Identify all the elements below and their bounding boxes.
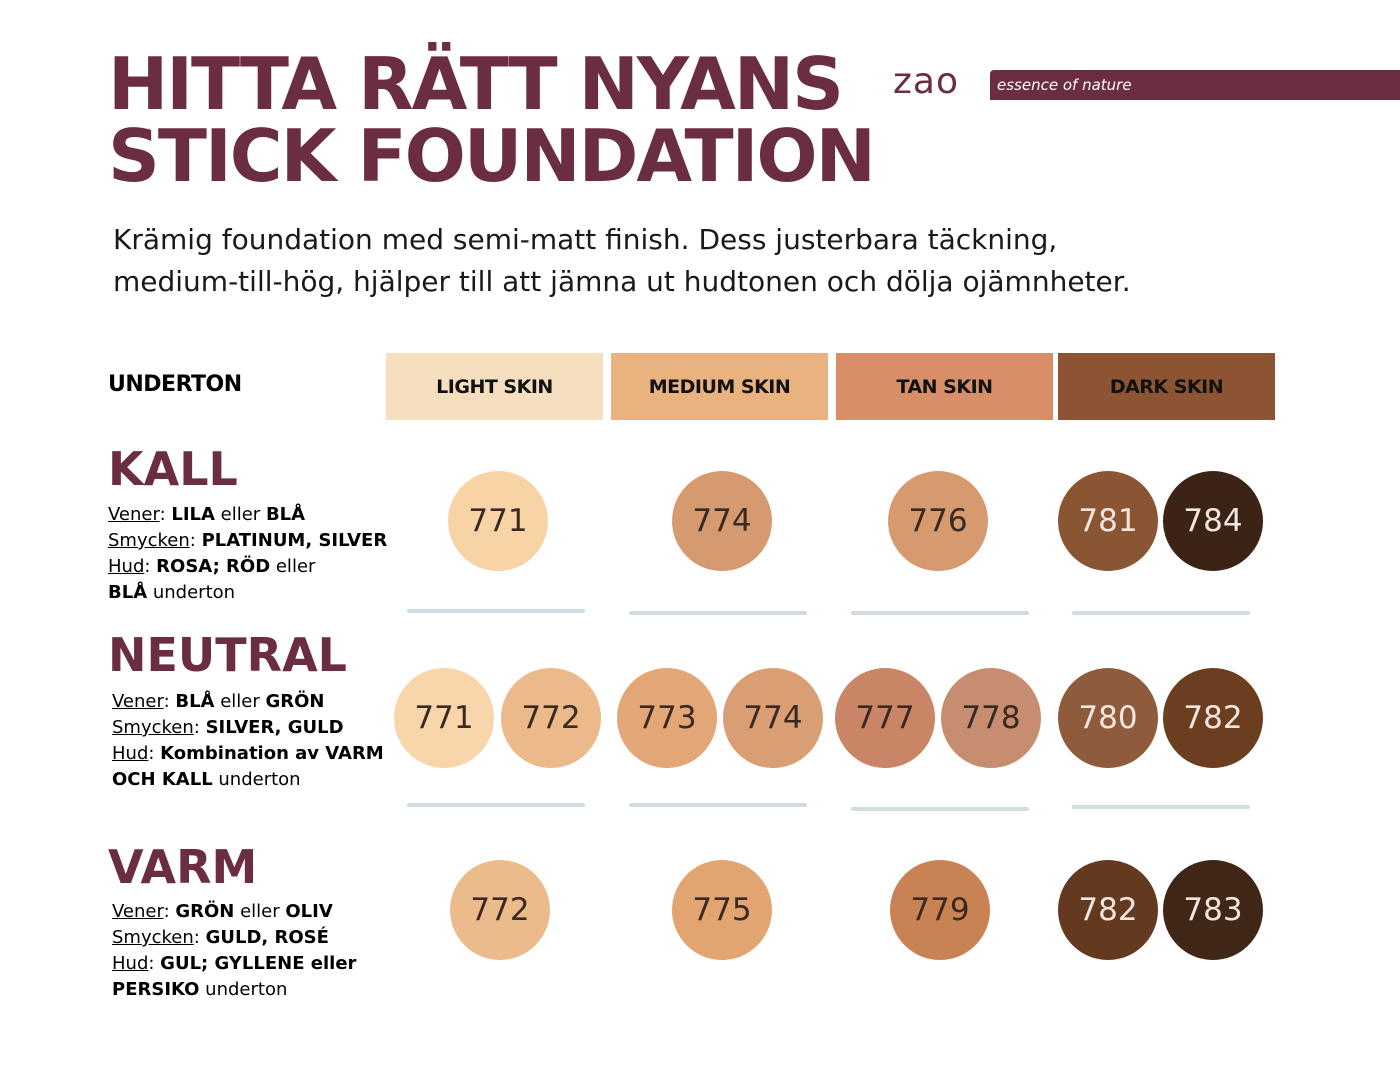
- page-title: [108, 42, 874, 198]
- description-line: [112, 767, 384, 793]
- shade-swatch: [1058, 860, 1158, 960]
- connector-text: underton: [199, 979, 288, 1000]
- attribute-key: Smycken: [112, 717, 194, 738]
- attribute-value: PERSIKO: [112, 979, 200, 1000]
- description-line: [112, 899, 356, 925]
- column-header-dark: DARK SKIN: [1058, 353, 1275, 420]
- group-description-varm: [112, 899, 356, 1003]
- separator: :: [189, 530, 202, 551]
- description-line: [112, 925, 356, 951]
- attribute-value: OLIV: [285, 901, 333, 922]
- attribute-value: BLÅ: [265, 504, 306, 525]
- attribute-value: BLÅ: [175, 691, 215, 712]
- group-description-kall: [108, 502, 387, 606]
- title-line-1: HITTA RÄTT NYANS: [108, 42, 842, 126]
- intro-text: [113, 219, 1313, 303]
- shade-code: 779: [910, 892, 970, 928]
- connector-text: underton: [212, 769, 301, 790]
- description-line: [112, 715, 384, 741]
- description-line: [112, 951, 356, 977]
- shade-swatch: [835, 668, 935, 768]
- shade-code: 783: [1183, 892, 1243, 928]
- shade-swatch: [723, 668, 823, 768]
- separator: :: [163, 901, 176, 922]
- shade-code: 771: [468, 503, 528, 539]
- divider: [629, 611, 807, 615]
- shade-code: 774: [743, 700, 803, 736]
- shade-code: 784: [1183, 503, 1243, 539]
- column-header-light: LIGHT SKIN: [386, 353, 603, 420]
- separator: :: [148, 953, 161, 974]
- divider: [407, 609, 585, 613]
- attribute-value: ROSA; RÖD: [156, 556, 271, 577]
- divider: [407, 803, 585, 807]
- shade-swatch: [394, 668, 494, 768]
- shade-swatch: [1058, 668, 1158, 768]
- connector-text: eller: [214, 504, 266, 525]
- attribute-value: SILVER, GULD: [205, 717, 344, 738]
- group-title-varm: VARM: [108, 840, 258, 894]
- connector-text: eller: [270, 556, 316, 577]
- attribute-value: GULD, ROSÉ: [205, 927, 329, 948]
- description-line: [108, 554, 387, 580]
- attribute-key: Hud: [108, 556, 145, 577]
- attribute-value: LILA: [171, 504, 215, 525]
- column-header-tan: TAN SKIN: [836, 353, 1053, 420]
- divider: [1072, 805, 1250, 809]
- attribute-value: GRÖN: [265, 691, 325, 712]
- shade-swatch: [672, 471, 772, 571]
- shade-code: 782: [1078, 892, 1138, 928]
- attribute-value: PLATINUM, SILVER: [201, 530, 388, 551]
- group-title-neutral: NEUTRAL: [108, 628, 347, 682]
- attribute-key: Hud: [112, 743, 149, 764]
- brand-logo: zao: [893, 61, 959, 102]
- group-description-neutral: [112, 689, 384, 793]
- shade-swatch: [1163, 860, 1263, 960]
- shade-swatch: [941, 668, 1041, 768]
- shade-swatch: [1163, 668, 1263, 768]
- shade-code: 776: [908, 503, 968, 539]
- shade-swatch: [890, 860, 990, 960]
- group-title-kall: KALL: [108, 442, 238, 496]
- column-header-medium: MEDIUM SKIN: [611, 353, 828, 420]
- description-line: [108, 528, 387, 554]
- separator: :: [148, 743, 161, 764]
- description-line: [112, 689, 384, 715]
- shade-swatch: [450, 860, 550, 960]
- shade-swatch: [672, 860, 772, 960]
- description-line: [108, 502, 387, 528]
- description-line: [112, 741, 384, 767]
- attribute-key: Smycken: [112, 927, 194, 948]
- attribute-value: GUL; GYLLENE eller: [160, 953, 357, 974]
- shade-swatch: [501, 668, 601, 768]
- attribute-key: Hud: [112, 953, 149, 974]
- divider: [851, 611, 1029, 615]
- separator: :: [193, 717, 206, 738]
- shade-code: 771: [414, 700, 474, 736]
- shade-swatch: [617, 668, 717, 768]
- separator: :: [159, 504, 172, 525]
- attribute-key: Vener: [108, 504, 160, 525]
- shade-code: 774: [692, 503, 752, 539]
- shade-code: 778: [961, 700, 1021, 736]
- divider: [1072, 611, 1250, 615]
- attribute-value: OCH KALL: [112, 769, 213, 790]
- connector-text: underton: [147, 582, 236, 603]
- intro-line-1: Krämig foundation med semi-matt finish. Dess justerbara täckning,: [113, 223, 1058, 256]
- separator: :: [144, 556, 157, 577]
- attribute-key: Vener: [112, 691, 164, 712]
- attribute-value: BLÅ: [108, 582, 148, 603]
- title-line-2: STICK FOUNDATION: [108, 114, 874, 198]
- attribute-key: Smycken: [108, 530, 190, 551]
- intro-line-2: medium-till-hög, hjälper till att jämna ut hudtonen och dölja ojämnheter.: [113, 265, 1131, 298]
- shade-swatch: [888, 471, 988, 571]
- shade-code: 781: [1078, 503, 1138, 539]
- brand-tagline: essence of nature: [997, 76, 1132, 94]
- shade-swatch: [448, 471, 548, 571]
- attribute-key: Vener: [112, 901, 164, 922]
- attribute-value: Kombination av VARM: [160, 743, 384, 764]
- separator: :: [193, 927, 206, 948]
- divider: [629, 803, 807, 807]
- separator: :: [163, 691, 176, 712]
- shade-code: 780: [1078, 700, 1138, 736]
- shade-code: 772: [470, 892, 530, 928]
- underton-label: UNDERTON: [108, 372, 242, 397]
- description-line: [112, 977, 356, 1003]
- shade-code: 773: [637, 700, 697, 736]
- divider: [851, 807, 1029, 811]
- description-line: [108, 580, 387, 606]
- shade-swatch: [1058, 471, 1158, 571]
- shade-code: 775: [692, 892, 752, 928]
- shade-code: 782: [1183, 700, 1243, 736]
- attribute-value: GRÖN: [175, 901, 235, 922]
- connector-text: eller: [214, 691, 266, 712]
- connector-text: eller: [234, 901, 286, 922]
- shade-code: 777: [855, 700, 915, 736]
- shade-swatch: [1163, 471, 1263, 571]
- shade-code: 772: [521, 700, 581, 736]
